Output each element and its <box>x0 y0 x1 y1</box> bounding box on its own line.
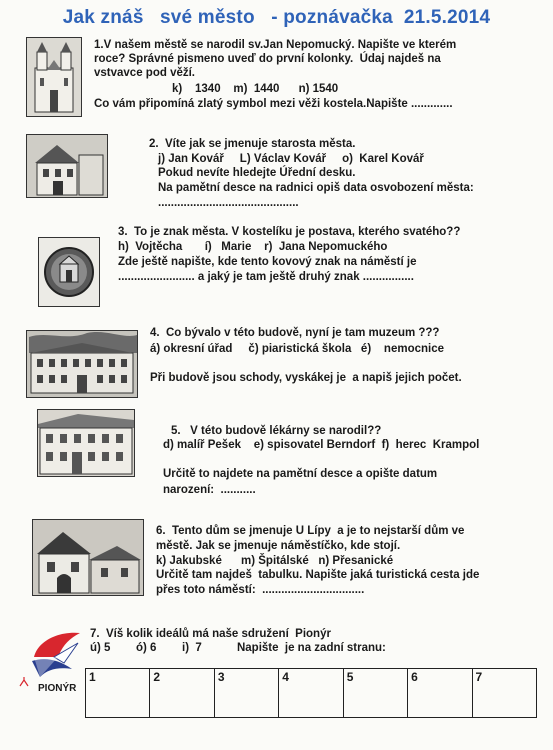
q6-line-4: Určitě tam najdeš tabulku. Napište jaká turistická cesta jde <box>156 569 480 581</box>
q5-line-1: 5. V této budově lékárny se narodil?? <box>171 425 382 437</box>
answer-cell-6[interactable]: 6 <box>408 669 472 718</box>
q1-line-3: vstvavce pod věží. <box>94 67 195 79</box>
q3-options: h) Vojtěcha í) Marie r) Jana Nepomuckého <box>118 241 388 253</box>
q5-line-3: Určitě to najdete na pamětní desce a opište datum <box>163 468 438 480</box>
q2-line-5: ............................................ <box>158 197 299 209</box>
q4-line-3: Při budově jsou schody, vyskákej je a napiš jejich počet. <box>150 372 462 384</box>
small-figure-icon <box>18 676 30 688</box>
town-emblem-photo <box>38 237 100 307</box>
answer-cell-2[interactable]: 2 <box>150 669 214 718</box>
q1-line-1: 1.V našem městě se narodil sv.Jan Nepomucký. Napište ve kterém <box>94 39 457 51</box>
q5-line-4: narození: ........... <box>163 484 256 496</box>
q4-line-1: 4. Co bývalo v této budově, nyní je tam muzeum ??? <box>150 327 440 339</box>
q6-options: k) Jakubské m) Špitálské n) Přesanické <box>156 555 394 567</box>
town-hall-photo <box>26 134 108 198</box>
house-u-lipy-photo <box>32 519 144 596</box>
q1-options: k) 1340 m) 1440 n) 1540 <box>172 83 339 95</box>
q2-line-1: 2. Víte jak se jmenuje starosta města. <box>149 138 356 150</box>
answer-cell-1[interactable]: 1 <box>86 669 150 718</box>
q7-options: ú) 5 ó) 6 i) 7 Napište je na zadní stranu: <box>90 642 386 654</box>
q4-options: á) okresní úřad č) piaristická škola é) nemocnice <box>150 343 445 355</box>
answer-cell-7[interactable]: 7 <box>472 669 536 718</box>
pionyr-logo-icon <box>28 627 86 683</box>
museum-photo <box>26 330 138 398</box>
answer-grid <box>85 668 537 718</box>
answer-cell-5[interactable]: 5 <box>343 669 407 718</box>
q3-line-4: ........................ a jaký je tam ještě druhý znak ................ <box>118 271 414 283</box>
q1-line-2: roce? Správné pismeno uveď do první kolonky. Údaj najdeš na <box>94 53 441 65</box>
pharmacy-photo <box>37 409 135 477</box>
q2-line-4: Na pamětní desce na radnici opiš data osvobození města: <box>158 182 474 194</box>
q3-line-3: Zde ještě napište, kde tento kovový znak na náměstí je <box>118 256 417 268</box>
church-photo <box>26 37 82 117</box>
q1-line-5: Co vám připomíná zlatý symbol mezi věži kostela.Napište ............. <box>94 98 453 110</box>
answer-cell-3[interactable]: 3 <box>214 669 278 718</box>
q2-line-3: Pokud nevíte hledejte Úřední desku. <box>158 167 356 179</box>
answer-cell-4[interactable]: 4 <box>279 669 343 718</box>
q6-line-1: 6. Tento dům se jmenuje U Lípy a je to nejstarší dům ve <box>156 525 465 537</box>
q5-options: d) malíř Pešek e) spisovatel Berndorf f) herec Krampol <box>163 439 480 451</box>
q3-line-1: 3. To je znak města. V kostelíku je postava, kterého svatého?? <box>118 226 461 238</box>
answer-grid-row <box>86 669 537 718</box>
pionyr-logo-text: PIONÝR <box>38 683 77 694</box>
page-title: Jak znáš své město - poznávačka 21.5.2014 <box>62 7 491 28</box>
q7-line-1: 7. Víš kolik ideálů má naše sdružení Pionýr <box>90 628 331 640</box>
q6-line-5: přes toto náměstí: ................................ <box>156 584 365 596</box>
q6-line-2: městě. Jak se jmenuje náměstíčko, kde stojí. <box>156 540 401 552</box>
q2-options: j) Jan Kovář L) Václav Kovář o) Karel Kovář <box>158 153 424 165</box>
